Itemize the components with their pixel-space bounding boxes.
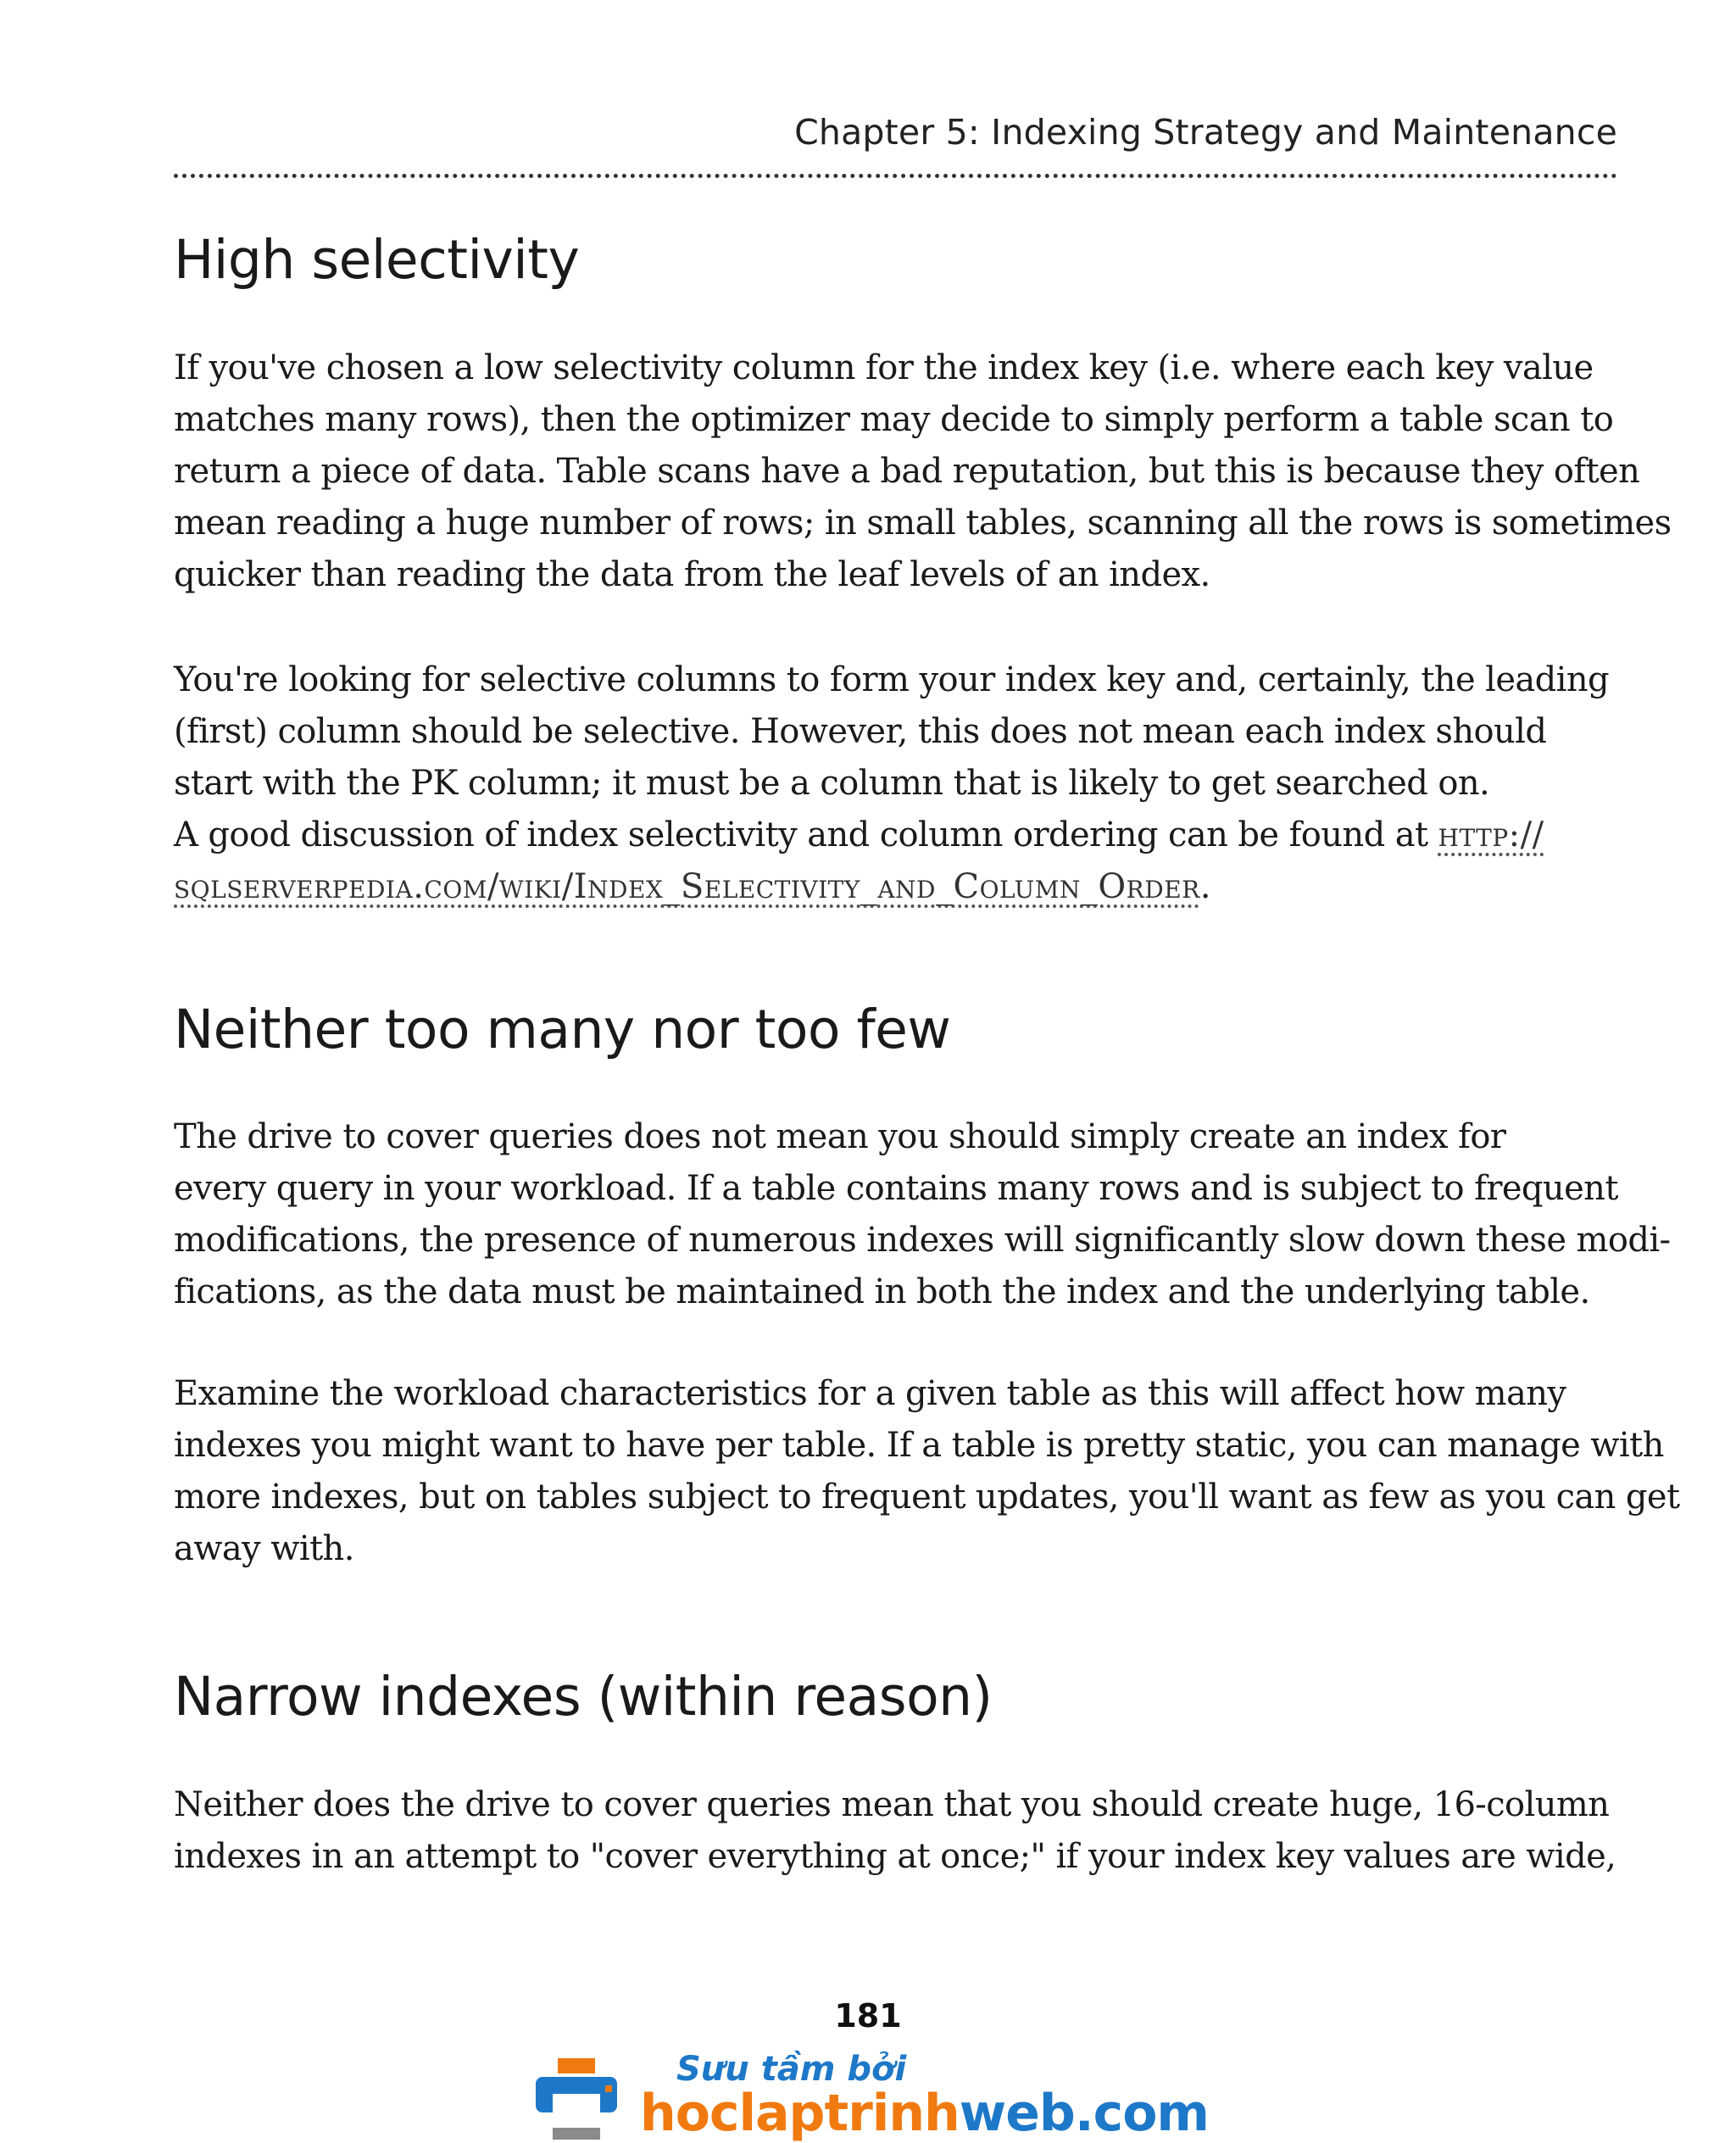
watermark	[534, 2050, 1229, 2141]
text-line: Neither does the drive to cover queries mean that you should create huge, 16-column	[174, 1785, 1610, 1824]
text-line: Examine the workload characteristics for a given table as this will affect how many	[174, 1374, 1566, 1413]
text-line: more indexes, but on tables subject to frequent updates, you'll want as few as you can get	[174, 1478, 1680, 1517]
text-line	[174, 810, 1632, 861]
section-heading-neither-too-many: Neither too many nor too few	[174, 999, 951, 1060]
text-line: fications, as the data must be maintained in both the index and the underlying table.	[174, 1272, 1590, 1311]
paragraph	[174, 654, 1632, 913]
text-line: If you've chosen a low selectivity column for the index key (i.e. where each key value	[174, 348, 1594, 387]
section-heading-high-selectivity: High selectivity	[174, 229, 580, 291]
watermark-site	[640, 2084, 1209, 2143]
text-line: (first) column should be selective. However, this does not mean each index should	[174, 712, 1547, 751]
text-line: quicker than reading the data from the leaf levels of an index.	[174, 555, 1210, 594]
text-line: start with the PK column; it must be a column that is likely to get searched on.	[174, 764, 1490, 803]
text-line: modifications, the presence of numerous indexes will significantly slow down these modi-	[174, 1221, 1671, 1260]
text-line: away with.	[174, 1529, 354, 1568]
running-head: Chapter 5: Indexing Strategy and Maintenance	[794, 112, 1617, 153]
watermark-site-part1: hoclaptrinh	[640, 2084, 960, 2143]
text-fragment: A good discussion of index selectivity and column ordering can be found at	[174, 815, 1438, 854]
paragraph	[174, 1111, 1671, 1318]
text-line: mean reading a huge number of rows; in small tables, scanning all the rows is sometimes	[174, 504, 1672, 543]
printer-logo-icon	[534, 2057, 627, 2141]
watermark-site-part2: web.com	[959, 2084, 1209, 2143]
page-number: 181	[834, 1997, 902, 2034]
paragraph	[174, 1779, 1632, 1883]
text-line	[174, 861, 1632, 913]
text-line: The drive to cover queries does not mean you should simply create an index for	[174, 1117, 1506, 1156]
reference-link-continued[interactable]: sqlserverpedia.com/wiki/Index_Selectivity_and_Column_Order	[174, 867, 1200, 906]
text-line: indexes you might want to have per table. If a table is pretty static, you can manage with	[174, 1426, 1664, 1465]
watermark-caption: Sưu tầm bởi	[676, 2050, 907, 2089]
paragraph	[174, 1368, 1680, 1575]
text-line: matches many rows), then the optimizer may decide to simply perform a table scan to	[174, 400, 1614, 439]
section-heading-narrow-indexes: Narrow indexes (within reason)	[174, 1666, 993, 1728]
text-line: return a piece of data. Table scans have a bad reputation, but this is because they often	[174, 452, 1640, 491]
text-line: every query in your workload. If a table contains many rows and is subject to frequent	[174, 1169, 1618, 1208]
text-line: You're looking for selective columns to form your index key and, certainly, the leading	[174, 660, 1610, 699]
text-line: indexes in an attempt to "cover everything at once;" if your index key values are wide,	[174, 1837, 1616, 1876]
paragraph	[174, 342, 1672, 601]
text-fragment: .	[1199, 867, 1210, 906]
reference-link[interactable]: http://	[1438, 815, 1544, 854]
header-divider	[174, 174, 1617, 178]
